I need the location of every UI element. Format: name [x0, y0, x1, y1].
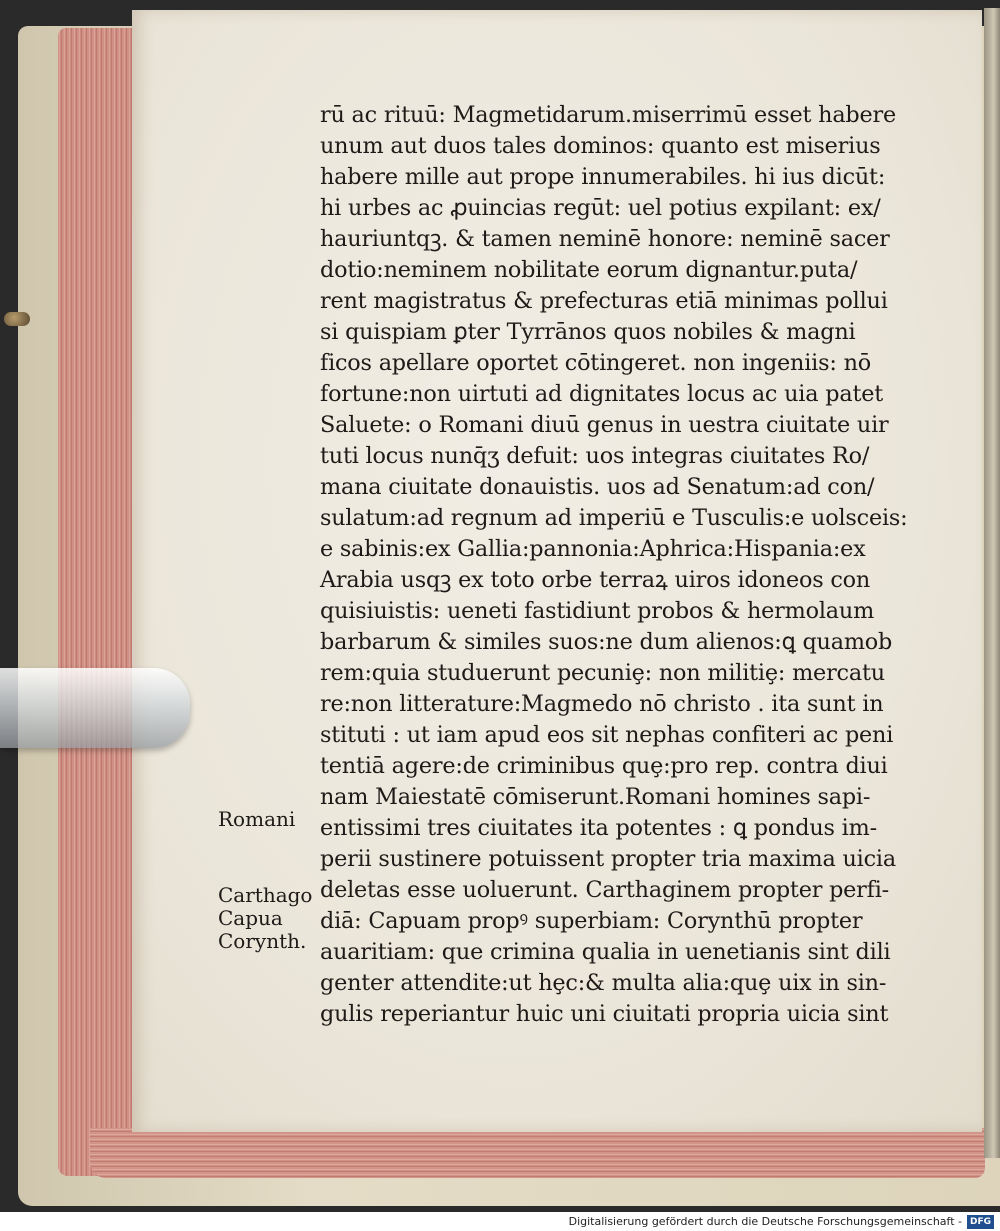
marginal-note-capua: Capua: [218, 906, 283, 930]
text-line: re:non litterature:Magmedo nō christo . ita sunt in: [320, 691, 884, 717]
text-line: dotio:neminem nobilitate eorum dignantur.puta/: [320, 257, 858, 283]
text-line: diā: Capuam propꝰ superbiam: Corynthū propter: [320, 908, 863, 934]
dfg-logo: DFG: [967, 1215, 994, 1229]
text-line: Arabia usqꝫ ex toto orbe terraꝝ uiros idoneos con: [320, 567, 871, 593]
text-line: gulis reperiantur huic uni ciuitati propria uicia sint: [320, 1001, 889, 1027]
page-holder-clip: [0, 668, 190, 748]
text-line: ficos apellare oportet cōtingeret. non ingeniis: nō: [320, 350, 871, 376]
bottom-page-edge: [90, 1128, 985, 1178]
text-line: rent magistratus & prefecturas etiā minimas pollui: [320, 288, 888, 314]
text-line: entissimi tres ciuitates ita potentes : ꝗ pondus im-: [320, 815, 877, 841]
text-line: rem:quia studuerunt pecuniȩ: non militiȩ: mercatu: [320, 660, 885, 686]
text-line: tentiā agere:de criminibus quȩ:pro rep. contra diui: [320, 753, 888, 779]
footer-credit: Digitalisierung gefördert durch die Deutsche Forschungsgemeinschaft -: [568, 1215, 962, 1228]
text-line: tuti locus nunq̄ʒ defuit: uos integras ciuitates Ro/: [320, 443, 870, 469]
text-line: sulatum:ad regnum ad imperiū e Tusculis:e uolsceis:: [320, 505, 908, 531]
text-line: unum aut duos tales dominos: quanto est miserius: [320, 133, 881, 159]
text-line: rū ac rituū: Magmetidarum.miserrimū esset habere: [320, 102, 897, 128]
text-line: deletas esse uoluerunt. Carthaginem propter perfi-: [320, 877, 890, 903]
text-line: barbarum & similes suos:ne dum alienos:ꝗ quamob: [320, 629, 893, 655]
text-line: si quispiam ꝑter Tyrrānos quos nobiles & magni: [320, 319, 856, 345]
text-line: mana ciuitate donauistis. uos ad Senatum:ad con/: [320, 474, 875, 500]
text-line: genter attendite:ut hȩc:& multa alia:quȩ uix in sin-: [320, 970, 887, 996]
text-line: Saluete: o Romani diuū genus in uestra ciuitate uir: [320, 412, 889, 438]
text-line: hauriuntqꝫ. & tamen neminē honore: neminē sacer: [320, 226, 890, 252]
digitization-footer: [0, 1212, 1000, 1231]
text-line: stituti : ut iam apud eos sit nephas confiteri ac peni: [320, 722, 894, 748]
text-line: quisiuistis: ueneti fastidiunt probos & hermolaum: [320, 598, 875, 624]
text-line: hi urbes ac ꝓuincias regūt: uel potius expilant: ex/: [320, 195, 881, 221]
text-line: e sabinis:ex Gallia:pannonia:Aphrica:Hispania:ex: [320, 536, 866, 562]
text-line: auaritiam: que crimina qualia in uenetianis sint dili: [320, 939, 891, 965]
text-line: habere mille aut prope innumerabiles. hi ius dicūt:: [320, 164, 886, 190]
text-line: nam Maiestatē cōmiserunt.Romani homines sapi-: [320, 784, 871, 810]
text-line: perii sustinere potuissent propter tria maxima uicia: [320, 846, 896, 872]
clasp-pin-icon: [4, 312, 30, 326]
gutter-edge: [984, 8, 1000, 1158]
marginal-note-carthago: Carthago: [218, 883, 313, 907]
text-line: fortune:non uirtuti ad dignitates locus ac uia patet: [320, 381, 884, 407]
marginal-note-romani: Romani: [218, 807, 296, 831]
printed-text-block: [320, 100, 920, 1030]
marginal-note-corynth: Corynth.: [218, 929, 307, 953]
marginal-note-cities: [218, 884, 312, 953]
